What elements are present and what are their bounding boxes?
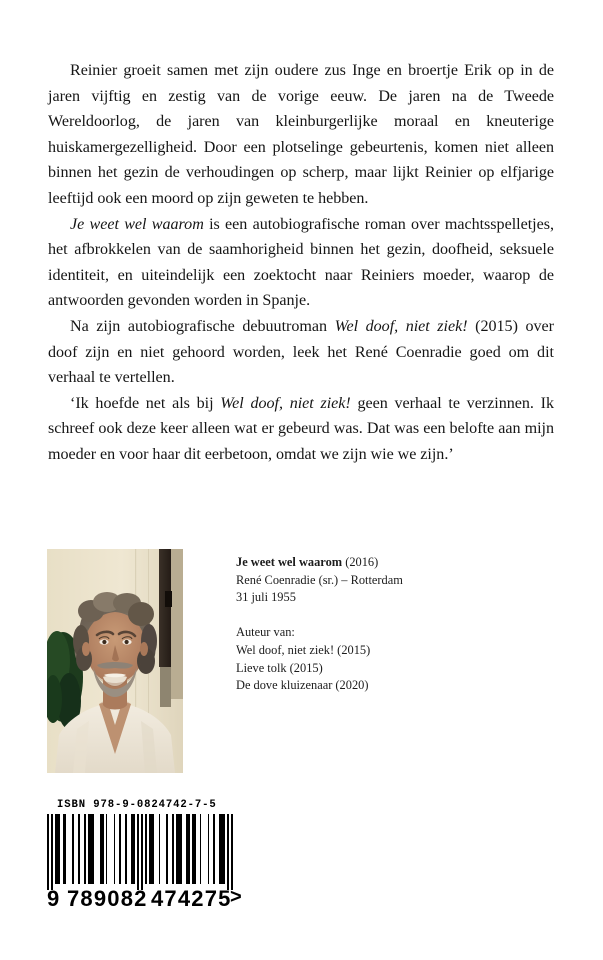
blurb-p4-text-a: ‘Ik hoefde net als bij <box>70 394 221 412</box>
blurb-p3-text-a: Na zijn autobiografische debuutroman <box>70 317 335 335</box>
author-work-item: De dove kluizenaar (2020) <box>236 678 369 693</box>
blurb-paragraph-4 <box>48 391 554 468</box>
barcode-bars <box>47 814 233 890</box>
author-info-spacer <box>236 607 556 625</box>
back-cover-blurb <box>48 58 554 468</box>
author-info-title-line <box>236 554 556 572</box>
author-work-item: Lieve tolk (2015) <box>236 660 323 675</box>
barcode-digit-group: 9 <box>47 886 61 911</box>
blurb-p4-text-b: geen verhaal te verzinnen. Ik schreef ook deze keer alleen wat er gebeurd was. Dat was een belofte aan mijn moeder en voor haar dit eerbetoon, omdat we zijn wie we zijn.’ <box>48 394 555 463</box>
author-works-heading: Auteur van: <box>236 625 295 640</box>
book-title-je-weet-wel-waarom: Je weet wel waarom <box>70 215 204 233</box>
barcode-digit-group: 474275 <box>151 886 232 911</box>
barcode-digits <box>47 886 243 914</box>
isbn-label: ISBN 978-9-0824742-7-5 <box>57 799 217 811</box>
blurb-p3-text-b: (2015) over doof zijn en niet gehoord worden, leek het René Coenradie goed om dit verhaal te vertellen. <box>48 317 554 387</box>
book-title-wel-doof-niet-ziek-1: Wel doof, niet ziek! <box>334 317 468 335</box>
isbn-barcode-block <box>47 799 247 914</box>
blurb-paragraph-3 <box>48 314 554 391</box>
blurb-p2-text: is een autobiografische roman over machtsspelletjes, het afbrokkelen van de saamhorigheid binnen het gezin, doofheid, seksuele identiteit, en uiteindelijk een zoektocht naar Reiniers moeder, waarop de antwoorden gevonden worden in Spanje. <box>48 215 554 310</box>
author-info-name: René Coenradie (sr.) – Rotterdam <box>236 572 403 587</box>
blurb-paragraph-1 <box>48 58 554 212</box>
author-info-title-year: (2016) <box>342 555 379 569</box>
blurb-paragraph-2 <box>48 212 554 314</box>
author-work-item: Wel doof, niet ziek! (2015) <box>236 642 371 657</box>
barcode-digit-group: 789082 <box>67 886 148 911</box>
author-info-block <box>236 554 556 695</box>
book-title-wel-doof-niet-ziek-2: Wel doof, niet ziek! <box>220 394 351 412</box>
author-info-title: Je weet wel waarom <box>236 555 343 569</box>
author-portrait-photo <box>47 549 183 773</box>
author-info-birthdate: 31 juli 1955 <box>236 590 296 605</box>
barcode-digit-group: > <box>230 886 243 908</box>
blurb-p1-text: Reinier groeit samen met zijn oudere zus Inge en broertje Erik op in de jaren vijftig en zestig van de vorige eeuw. De jaren na de Tweede Wereldoorlog, de jaren van kleinburgerlijke moraal en kneuterige huiskamergezelligheid. Door een plotselinge gebeurtenis, komen niet alleen binnen het gezin de verhoudingen op scherp, maar lijkt Reinier op elfjarige leeftijd ook een moord op zijn geweten te hebben. <box>48 62 554 207</box>
